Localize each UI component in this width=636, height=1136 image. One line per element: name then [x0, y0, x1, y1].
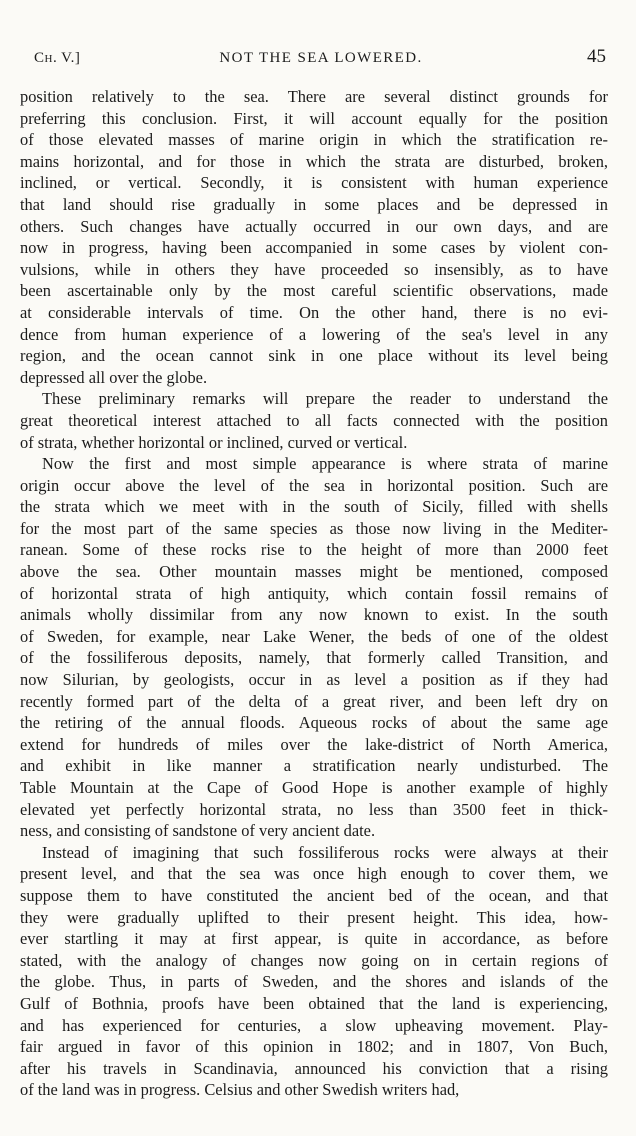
text-line: depressed all over the globe. [20, 367, 208, 387]
paragraph [20, 388, 608, 453]
text-line: origin occur above the level of the sea in horizontal position. Such are [20, 475, 608, 495]
text-line: of the fossiliferous deposits, namely, that formerly called Transition, and [20, 648, 608, 668]
text-line: ranean. Some of these rocks rise to the height of more than 2000 feet [20, 540, 608, 560]
text-line: recently formed part of the delta of a great river, and been left dry on [20, 691, 608, 711]
text-line: suppose them to have constituted the ancient bed of the ocean, and that [20, 885, 608, 905]
text-line: for the most part of the same species as those now living in the Mediter- [20, 518, 608, 538]
text-line: elevated yet perfectly horizontal strata, no less than 3500 feet in thick- [20, 799, 608, 819]
page-number: 45 [587, 46, 606, 67]
text-line: dence from human experience of a lowering of the sea's level in any [20, 324, 608, 344]
text-line: been ascertainable only by the most careful scientific observations, made [20, 281, 608, 301]
text-line: others. Such changes have actually occurred in our own days, and are [20, 216, 608, 236]
paragraph [20, 86, 608, 388]
text-line: mains horizontal, and for those in which the strata are disturbed, broken, [20, 151, 608, 171]
text-line: ness, and consisting of sandstone of very ancient date. [20, 821, 376, 841]
text-line: inclined, or vertical. Secondly, it is consistent with human experience [20, 173, 608, 193]
paragraph [20, 453, 608, 842]
text-line: fair argued in favor of this opinion in 1802; and in 1807, Von Buch, [20, 1037, 608, 1057]
text-line: of strata, whether horizontal or inclined, curved or vertical. [20, 432, 408, 452]
text-line: region, and the ocean cannot sink in one place without its level being [20, 346, 608, 366]
text-line: that land should rise gradually in some places and be depressed in [20, 194, 608, 214]
body-text [20, 86, 608, 1101]
text-line: present level, and that the sea was once high enough to cover them, we [20, 864, 608, 884]
text-line: now Silurian, by geologists, occur in as level a position as if they had [20, 670, 608, 690]
text-line: they were gradually uplifted to their present height. This idea, how- [20, 907, 608, 927]
text-line: stated, with the analogy of changes now going on in certain regions of [20, 950, 608, 970]
text-line: Now the first and most simple appearance is where strata of marine [42, 454, 608, 474]
text-line: at considerable intervals of time. On the other hand, there is no evi- [20, 302, 608, 322]
text-line: of the land was in progress. Celsius and other Swedish writers had, [20, 1080, 460, 1100]
text-line: extend for hundreds of miles over the lake-district of North America, [20, 734, 608, 754]
text-line: and exhibit in like manner a stratification nearly undisturbed. The [20, 756, 608, 776]
text-line: preferring this conclusion. First, it will account equally for the position [20, 108, 608, 128]
text-line: of horizontal strata of high antiquity, which contain fossil remains of [20, 583, 608, 603]
running-header [34, 46, 608, 72]
text-line: of those elevated masses of marine origin in which the stratification re- [20, 130, 608, 150]
chapter-reference: Ch. V.] [34, 50, 81, 66]
text-line: of Sweden, for example, near Lake Wener, the beds of one of the oldest [20, 626, 608, 646]
text-line: great theoretical interest attached to all facts connected with the position [20, 410, 608, 430]
text-line: the strata which we meet with in the south of Sicily, filled with shells [20, 497, 608, 517]
text-line: Instead of imagining that such fossiliferous rocks were always at their [42, 842, 608, 862]
text-line: Gulf of Bothnia, proofs have been obtained that the land is experiencing, [20, 993, 608, 1013]
text-line: animals wholly dissimilar from any now known to exist. In the south [20, 605, 608, 625]
text-line: the globe. Thus, in parts of Sweden, and the shores and islands of the [20, 972, 608, 992]
text-line: now in progress, having been accompanied in some cases by violent con- [20, 238, 608, 258]
text-line: Table Mountain at the Cape of Good Hope is another example of highly [20, 778, 608, 797]
paragraph [20, 842, 608, 1101]
text-line: position relatively to the sea. There are several distinct grounds for [20, 87, 608, 106]
text-line: the retiring of the annual floods. Aqueous rocks of about the same age [20, 713, 608, 733]
text-line: after his travels in Scandinavia, announced his conviction that a rising [20, 1058, 608, 1078]
text-line: ever startling it may at first appear, is quite in accordance, as before [20, 929, 608, 949]
text-line: vulsions, while in others they have proceeded so insensibly, as to have [20, 259, 608, 279]
text-line: and has experienced for centuries, a slow upheaving movement. Play- [20, 1015, 608, 1035]
text-line: These preliminary remarks will prepare the reader to understand the [42, 389, 608, 409]
running-title: NOT THE SEA LOWERED. [219, 50, 423, 66]
text-line: above the sea. Other mountain masses might be mentioned, composed [20, 562, 608, 582]
